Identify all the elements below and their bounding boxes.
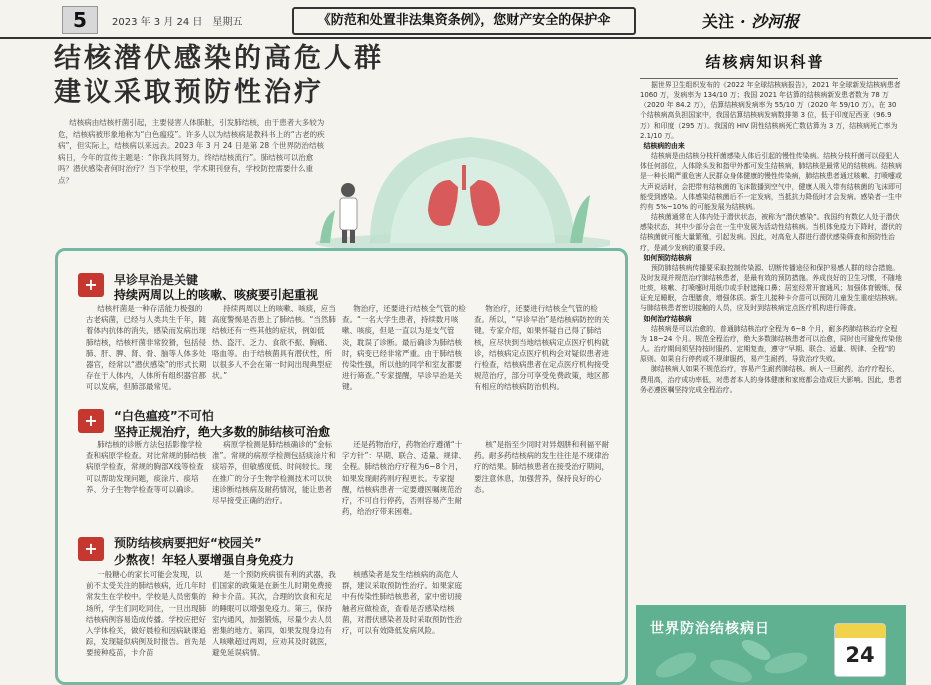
issue-date: 2023 年 3 月 24 日 星期五 <box>112 17 243 28</box>
sidebar-subheading: 如何预防结核病 <box>643 253 692 262</box>
sidebar-paragraph: 据世界卫生组织发布的《2022 年全球结核病报告》，2021 年全球新发结核病患者 1060 万，发病率为 134/10 万；我国 2021 年估算的结核病新发患者数为 78 万（2020 年 84.2 万），估算结核病发病率为 55/10 万（2020 年 59/10 万）。在 30 个结核病高负担国家中，我国估算结核病发病数排第 3 位，低于印度尼西亚（96.9 万）和印度（295 万）。我国的 HIV 阴性结核病死亡数估算为 3 万，结核病死亡率为 2.1/10 万。 <box>640 81 901 140</box>
calendar-day: 24 <box>845 643 875 667</box>
section-text-column: 是一个预防疾病很有利的武器，我们国家的政策是在新生儿时期免费接种卡介苗。其次，合理的饮食和充足的睡眠可以增强免疫力。第三，保持室内通风，加强锻炼，尽量少去人员密集的地方。第四，如果发现身边有人咳嗽超过两周，应劝其及时就医，避免延误病情。 <box>212 570 336 658</box>
article-body-box <box>55 248 628 685</box>
sidebar-paragraph: 结核病是可以治愈的，普通肺结核治疗全程为 6~8 个月，耐多药肺结核治疗全程为 18~24 个月。规范全程治疗，绝大多数肺结核患者可以治愈，同时也可避免传染他人。治疗期间须坚持按时服药、定期复查，遵守“早期、联合、适量、规律、全程”的原则。如果自行停药或不规律服药，易产生耐药，导致治疗失败。 <box>640 324 902 364</box>
sidebar-subheading: 结核病的由来 <box>643 141 685 150</box>
section-text-column: 物治疗，还要进行结核全气管的检查。“一名大学生患者，持续数月咳嗽、咳痰，但是一直以为是支气管炎，耽误了诊断。最后确诊为肺结核时，病变已经非常严重。由于肺结核传染性强，所以他的同学和室友都要进行筛查。”专家提醒，早诊早治是关键。 <box>342 304 466 392</box>
headline-line-1: 结核潜伏感染的高危人群 <box>54 43 384 74</box>
lung-illustration <box>300 125 610 250</box>
section-text-column: 物治疗，还要进行结核全气管的检查。所以，“早诊早治”是结核病防控的关键。专家介绍，如果怀疑自己得了肺结核，应尽快到当地结核病定点医疗机构就诊，结核病定点医疗机构会对疑似患者进行检查，结核病患者在定点医疗机构接受规范治疗，部分可享受免费政策，地区都有相应的结核病防治机构。 <box>474 304 610 392</box>
header-divider <box>0 37 931 39</box>
section-text-column: 一般糖心的家长可能会发现，以前不太受关注的肺结核病，近几年时常发生在学校中。学校是人员密集的场所，学生们同吃同住，一旦出现肺结核病例容易造成传播。学校应把好入学体检关，做好晨检和因病缺课追踪，发现疑似病例及时报告。首先是要接种疫苗，卡介苗 <box>86 570 206 658</box>
section-text-column: 核”是指至少同时对异烟肼和利福平耐药。耐多药结核病的发生往往是不规律治疗的结果。肺结核患者在接受治疗期间，要注意休息，加强营养，保持良好的心态。 <box>474 440 610 494</box>
section-label: 关注 <box>702 12 735 31</box>
article-lead: 结核病由结核杆菌引起，主要侵害人体肺脏，引发肺结核，由于患者大多较为危，结核病被形象地称为“白色瘟疫”。许多人以为结核病是教科书上的“古老的疾病”，但实际上，结核病以来远去。2023 年 3 月 24 日是第 28 个世界防治结核病日，今年的宣传主题是：“你我共同努力，终结结核流行”。肺结核可以治愈吗？潜伏感染者何时治疗？当下学校里，学术期刊登有，学校防控需要什么重点？ <box>58 118 325 185</box>
sidebar-title: 结核病知识科普 <box>705 53 825 71</box>
section-text-column: 结核杆菌是一种存活能力极强的古老病菌，已经与人类共生千年，随着体内抗体的消失，感染而发病出现肺结核，结核杆菌非常狡猾，包括侵肺、肝、脾、肾、骨、脑等人体多处器官，经常以“潜伏感染”的形式长期存在于人体内，人体所有组织器官都可以发病，但肺部最常见。 <box>86 304 207 392</box>
section-subtitle: 持续两周以上的咳嗽、咳痰要引起重视 <box>114 288 319 302</box>
medical-kit-icon: + <box>78 537 104 561</box>
sidebar-paragraph: 预防肺结核病传播要采取控制传染源、切断传播途径和保护易感人群的综合措施。及时发现并规范治疗肺结核患者，是最有效的预防措施。养成良好的卫生习惯，不随地吐痰，咳嗽、打喷嚏时用纸巾或手肘遮掩口鼻；居室经常开窗通风；加强体育锻炼，保证充足睡眠，合理膳食，增强体质。新生儿接种卡介苗可以预防儿童发生重症结核病。与肺结核患者密切接触的人员，应及时到结核病定点医疗机构进行筛查。 <box>640 263 902 313</box>
section-text-column: 核感染者是发生结核病的高危人群，建议采取预防性治疗。如果家庭中有传染性肺结核患者，家中密切接触者应做检查，查看是否感染结核菌，对潜伏感染者及时采取预防性治疗，可以有效降低发病风险。 <box>342 570 462 636</box>
sidebar-paragraph: 结核病是由结核分枝杆菌感染人体后引起的慢性传染病。结核分枝杆菌可以侵犯人体任何部位，人体除头发和指甲外都可发生结核病，肺结核是最常见的结核病。结核病是一种长期严重危害人民群众身体健康的慢性传染病，肺结核患者通过咳嗽、打喷嚏或大声说话时，会把带有结核菌的飞沫散播到空气中，健康人吸入带有结核菌的飞沫即可能受到感染。人体感染结核菌后不一定发病，当抵抗力降低时才会发病。感染者一生中约有 5%~10% 的可能发展为结核病。 <box>640 152 902 211</box>
calendar-month <box>835 624 885 638</box>
section-subtitle: 少熬夜！年轻人要增强自身免疫力 <box>114 553 295 567</box>
sidebar-subheading: 如何治疗结核病 <box>643 314 692 323</box>
section-text-column: 持续两周以上的咳嗽、咳痰，应当高度警惕是否患上了肺结核。“当然肺结核还有一些其他的症状，例如低热、盗汗、乏力、食欲不振、胸痛、咯血等。由于结核菌具有潜伏性，所以很多人不会在第一时间出现典型症状。” <box>212 304 336 381</box>
sidebar-divider <box>640 78 898 79</box>
article-headline <box>54 42 614 110</box>
law-banner: 《防范和处置非法集资条例》，您财产安全的保护伞 <box>292 7 636 35</box>
page-number: 5 <box>62 6 98 34</box>
calendar-icon <box>834 623 886 677</box>
medical-kit-icon: + <box>78 409 104 433</box>
section-title: “白色瘟疫”不可怕 <box>114 409 214 423</box>
section-subtitle: 坚持正规治疗，绝大多数的肺结核可治愈 <box>114 425 331 439</box>
banner-title: 世界防治结核病日 <box>650 621 770 637</box>
sidebar-paragraph: 肺结核病人如果不规范治疗，容易产生耐药肺结核。病人一旦耐药，治疗疗程长，费用高，治疗成功率低，对患者本人的身体健康和家庭都会造成巨大影响。因此，患者务必遵医嘱坚持完成全程治疗。 <box>640 365 902 394</box>
sidebar-paragraph: 结核菌通常在人体内处于潜伏状态，被称为“潜伏感染”。我国约有数亿人处于潜伏感染状态，其中少部分会在一生中发展为活动性结核病。当机体免疫力下降时，潜伏的结核菌就可能大量繁殖，引起发病。因此，对高危人群进行潜伏感染筛查和预防性治疗，是减少发病的重要手段。 <box>640 213 902 252</box>
brand-logo: · 沙河报 <box>740 12 800 31</box>
section-text-column: 还是药物治疗，药物治疗遵循“十字方针”：早期、联合、适量、规律、全程。肺结核治疗疗程为6~8个月，如果发现耐药则疗程更长。专家提醒，结核病患者一定要遵医嘱规范治疗，不可自行停药，否则容易产生耐药，给治疗带来困难。 <box>342 440 466 517</box>
page-header <box>0 0 931 40</box>
section-text-column: 肺结核的诊断方法包括影像学检查和病原学检查。对比常规的肺结核病原学检查，常规的胸部X线等检查可以帮助发现问题，痰涂片、痰培养、分子生物学检查等可以确诊。 <box>86 440 206 494</box>
headline-line-2: 建议采取预防性治疗 <box>54 77 324 108</box>
section-title: 预防结核病要把好“校园关” <box>114 536 262 550</box>
world-tb-day-banner <box>636 605 906 685</box>
sidebar-knowledge <box>640 80 902 600</box>
section-name <box>702 9 799 32</box>
medical-kit-icon: + <box>78 273 104 297</box>
section-text-column: 病原学检测是肺结核确诊的“金标准”。常规的病原学检测包括痰涂片和痰培养，但敏感度低、时间较长。现在推广的分子生物学检测技术可以快速诊断结核病及耐药情况，能让患者尽早接受正确的治疗。 <box>212 440 336 506</box>
section-title: 早诊早治是关键 <box>114 273 199 287</box>
